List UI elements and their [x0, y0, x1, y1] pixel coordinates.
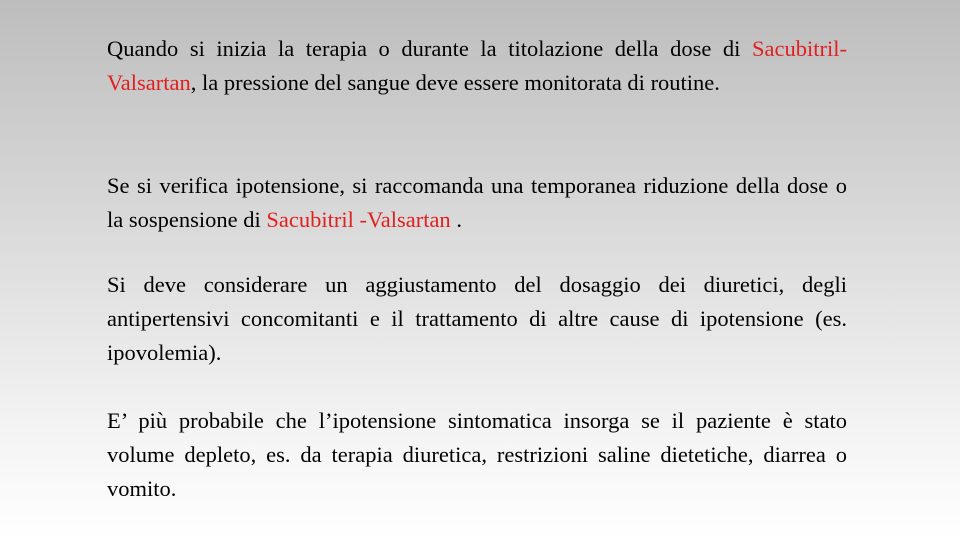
paragraph-hypotension-action: [107, 169, 847, 237]
paragraph-dosage-adjustment: Si deve considerare un aggiustamento del dosaggio dei diuretici, degli antipertensivi concomitanti e il trattamento di altre cause di ipotensione (es. ipovolemia).: [107, 272, 847, 365]
drug-name-highlight: Sacubitril-Valsartan: [107, 36, 847, 95]
drug-name-highlight: Sacubitril -Valsartan: [266, 207, 451, 232]
paragraph-hypotension-action-text-start: Se si verifica ipotensione, si raccomanda una temporanea riduzione della dose o la sospensione di: [107, 173, 847, 232]
paragraph-hypotension-action-text-end: .: [450, 207, 462, 232]
paragraph-monitoring-text-end: , la pressione del sangue deve essere monitorata di routine.: [190, 70, 720, 95]
paragraph-monitoring-text-start: Quando si inizia la terapia o durante la titolazione della dose di: [107, 36, 753, 61]
paragraph-risk-factors: E’ più probabile che l’ipotensione sintomatica insorga se il paziente è stato volume depleto, es. da terapia diuretica, restrizioni saline dietetiche, diarrea o vomito.: [107, 408, 847, 501]
paragraph-monitoring: [107, 32, 847, 100]
